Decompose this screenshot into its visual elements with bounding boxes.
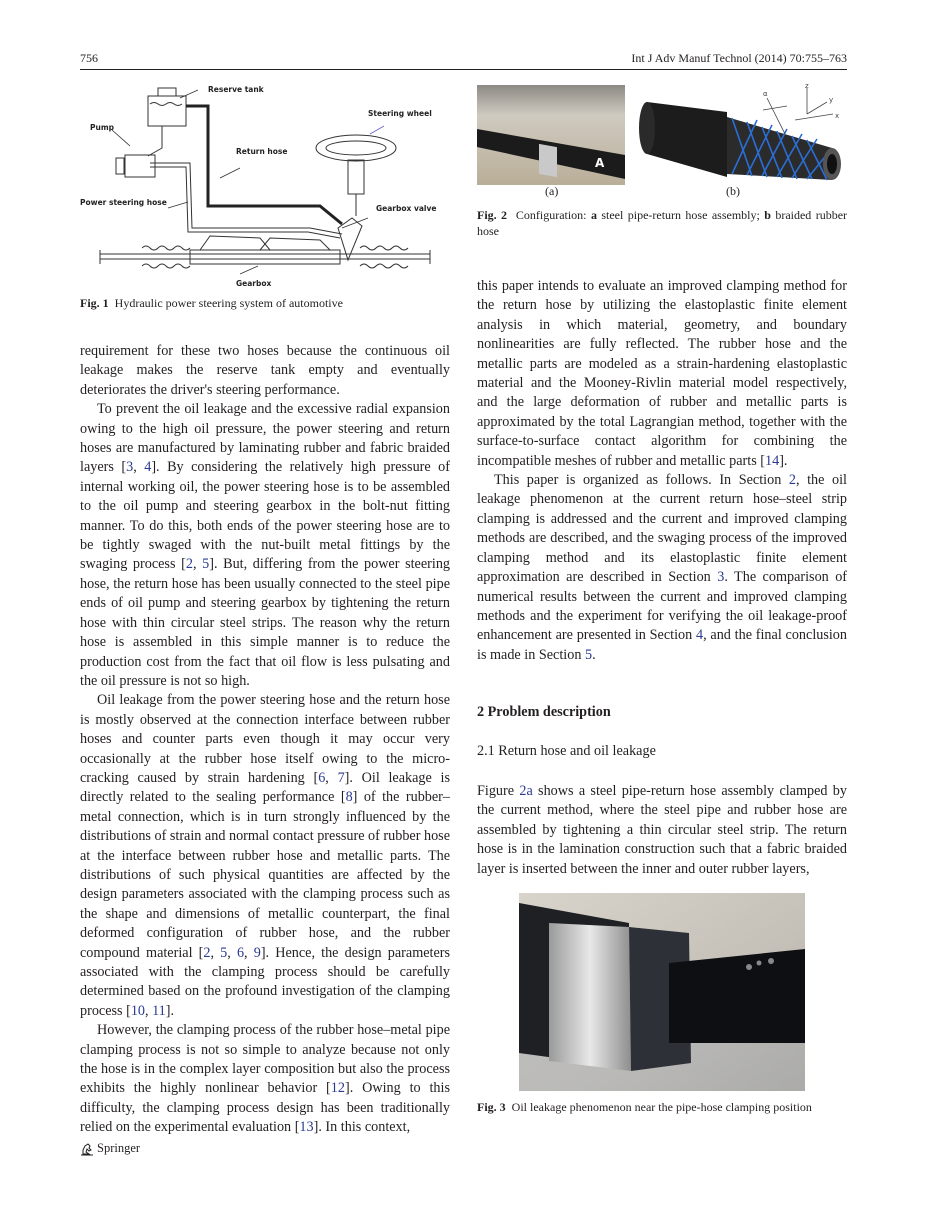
paragraph: However, the clamping process of the rubber hose–metal pipe clamping process is not so simple to analyze because not only the hose is in the complex layer composition but also the process exhibits the highly nonlinear behavior [12]. Owing to this difficulty, the clamping process design has been traditionally relied on the experimental evaluation [13]. In this context, [80, 1022, 450, 1136]
power-steering-hose-shape [150, 163, 342, 234]
steel-strip-photo [539, 144, 557, 177]
label-power-steering-hose: Power steering hose [80, 198, 167, 207]
reserve-tank-shape [148, 96, 186, 126]
citation-link[interactable]: 6 [318, 769, 326, 786]
figure-2a-label: (a) [545, 184, 559, 198]
citation-link[interactable]: 10 [130, 1002, 146, 1019]
journal-citation: Int J Adv Manuf Technol (2014) 70:755–763 [631, 51, 847, 65]
publisher-footer [80, 1141, 140, 1156]
citation-link[interactable]: 12 [330, 1080, 345, 1097]
figure-1-caption [80, 295, 450, 311]
pump-shape [125, 155, 155, 177]
axis-z-label: z [805, 82, 809, 90]
steering-column [348, 160, 364, 194]
label-gearbox: Gearbox [236, 279, 272, 288]
figure-3-caption-text: Oil leakage phenomenon near the pipe-hose clamping position [511, 1100, 812, 1114]
steering-wheel-shape [316, 135, 396, 161]
figure-3-caption-label: Fig. 3 [477, 1100, 506, 1114]
section-link[interactable]: 2 [788, 472, 796, 489]
section-heading: 2 Problem description [477, 704, 611, 720]
citation-link[interactable]: 11 [152, 1002, 166, 1019]
header-rule [80, 69, 847, 70]
gearbox-body [190, 250, 340, 264]
svg-text:A: A [595, 156, 605, 170]
citation-link[interactable]: 5 [220, 944, 228, 961]
figure-2-caption-label: Fig. 2 [477, 208, 508, 222]
left-column-text [80, 342, 450, 1138]
citation-link[interactable]: 4 [144, 459, 152, 476]
citation-link[interactable]: 7 [337, 769, 345, 786]
label-pump: Pump [90, 123, 115, 132]
page-number: 756 [80, 51, 98, 65]
axis-y-label: y [829, 96, 834, 104]
section-link[interactable]: 4 [695, 627, 704, 644]
citation-link[interactable]: 8 [345, 789, 353, 806]
springer-horse-icon [80, 1142, 94, 1156]
paragraph: requirement for these two hoses because the continuous oil leakage makes the reserve tank empty and eventually deteriorates the driver's steering performance. [80, 343, 450, 398]
citation-link[interactable]: 3 [126, 459, 134, 476]
paragraph: Oil leakage from the power steering hose and the return hose is mostly observed at the connection interface between rubber hoses and counter parts even though it may occur very occasionally at the rubber hose itself owing to the micro-cracking caused by strain hardening [6, 7]. Oil leakage is directly related to the sealing performance [8] of the rubber–metal connection, which is in turn strongly influenced by the distributions of strain and normal contact pressure of rubber hose at the interface between rubber hose and metallic parts. The distributions of such physical quantities are affected by the design parameters associated with the clamping process such as the shape and dimensions of metallic counterpart, the final deformed configuration of rubber hose, and the rubber compound material [2, 5, 6, 9]. Hence, the design parameters associated with the clamping process should be carefully determined based on the profound investigation of the clamping process [10, 11]. [80, 692, 451, 1019]
section-link[interactable]: 3 [717, 569, 725, 586]
paragraph: This paper is organized as follows. In Section 2, the oil leakage phenomenon at the current return hose–steel strip clamping is addressed and the current and improved clamping methods are described, and the swaging process of the improved clamping method and its elastoplastic finite element approximation are described in Section 3. The comparison of numerical results between the current and improved clamping methods and the experiment for verifying the oil leakage-proof enhancement are presented in Section 4, and the final conclusion is made in Section 5. [477, 472, 848, 663]
label-return-hose: Return hose [236, 147, 288, 156]
oil-droplet [746, 964, 752, 970]
label-reserve-tank: Reserve tank [208, 85, 264, 94]
figure-2b-illustration [637, 82, 849, 187]
publisher-name: Springer [97, 1141, 141, 1155]
return-hose-shape [186, 106, 342, 224]
oil-droplet [757, 961, 762, 966]
section-link[interactable]: 5 [584, 646, 593, 663]
axis-x-label: x [835, 112, 840, 120]
subsection-heading: 2.1 Return hose and oil leakage [477, 743, 656, 759]
figure-1-caption-label: Fig. 1 [80, 296, 109, 310]
steel-strip-photo [549, 923, 631, 1071]
citation-link[interactable]: 5 [202, 556, 210, 573]
figure-2b-label: (b) [726, 184, 740, 198]
figure-link[interactable]: 2a [519, 783, 533, 799]
right-column-text [477, 277, 847, 665]
citation-link[interactable]: 2 [185, 556, 193, 573]
steel-pipe-photo [669, 949, 805, 1043]
braid-angle-label: α [763, 90, 768, 98]
label-gearbox-valve: Gearbox valve [376, 204, 437, 213]
power-steering-diagram [80, 78, 450, 290]
paragraph: Figure 2a shows a steel pipe-return hose assembly clamped by the current method, where the steel pipe and rubber hose are assembled by tightening a thin circular steel strip. The return hose is in the lamination construction such that a fabric braided layer is inserted between the inner and outer rubber layers, [477, 783, 847, 877]
label-steering-wheel: Steering wheel [368, 109, 432, 118]
oil-droplet [768, 958, 774, 964]
citation-link[interactable]: 14 [765, 452, 780, 469]
paragraph: this paper intends to evaluate an improved clamping method for the return hose by utilizing the elastoplastic finite element analysis in which material, geometry, and boundary nonlinearities are fully reflected. The rubber hose and the metallic parts are modeled as a strain-hardening elastoplastic material and the Mooney-Rivlin material model respectively, and the large deformation of rubber and metallic parts is approximated by the total Lagrangian method, together with the surface-to-surface contact algorithm for combining the incompatible meshes of rubber and metallic parts [14]. [477, 278, 847, 469]
outer-rubber-layer [647, 102, 727, 177]
figure-1-caption-text: Hydraulic power steering system of automotive [114, 296, 343, 310]
citation-link[interactable]: 13 [299, 1119, 314, 1136]
figure-3-caption [477, 1099, 847, 1115]
citation-link[interactable]: 2 [203, 944, 211, 961]
citation-link[interactable]: 6 [236, 944, 245, 961]
figure-1-diagram [80, 78, 450, 290]
figure-2-caption: Fig. 2 Configuration: a steel pipe-return hose assembly; b braided rubber hose [477, 208, 848, 238]
figure-2a-photo [477, 85, 625, 185]
reserve-tank-cap [158, 88, 176, 96]
paragraph: To prevent the oil leakage and the excessive radial expansion owing to the high oil pressure, the power steering and return hoses are manufactured by laminating rubber and fabric braided layers [3, 4]. By considering the relatively high pressure of internal working oil, the power steering hose is to be assembled to the oil pump and steering gearbox in the bolt-nut fitting manner. To do this, both ends of the power steering hose are to be tightly swaged with the nut-built metal fittings by the swaging process [2, 5]. But, differing from the power steering hose, the return hose has been usually connected to the steel pipe ends of oil pump and steering gearbox by tightening the return hose with thin circular steel strips. The reason why the return hose is assembled in this simple manner is to reduce the production cost from the fact that oil flow is less pulsating and the oil pressure is not so high. [80, 401, 451, 689]
figure-3-photo [519, 893, 805, 1091]
citation-link[interactable]: 9 [253, 944, 261, 961]
